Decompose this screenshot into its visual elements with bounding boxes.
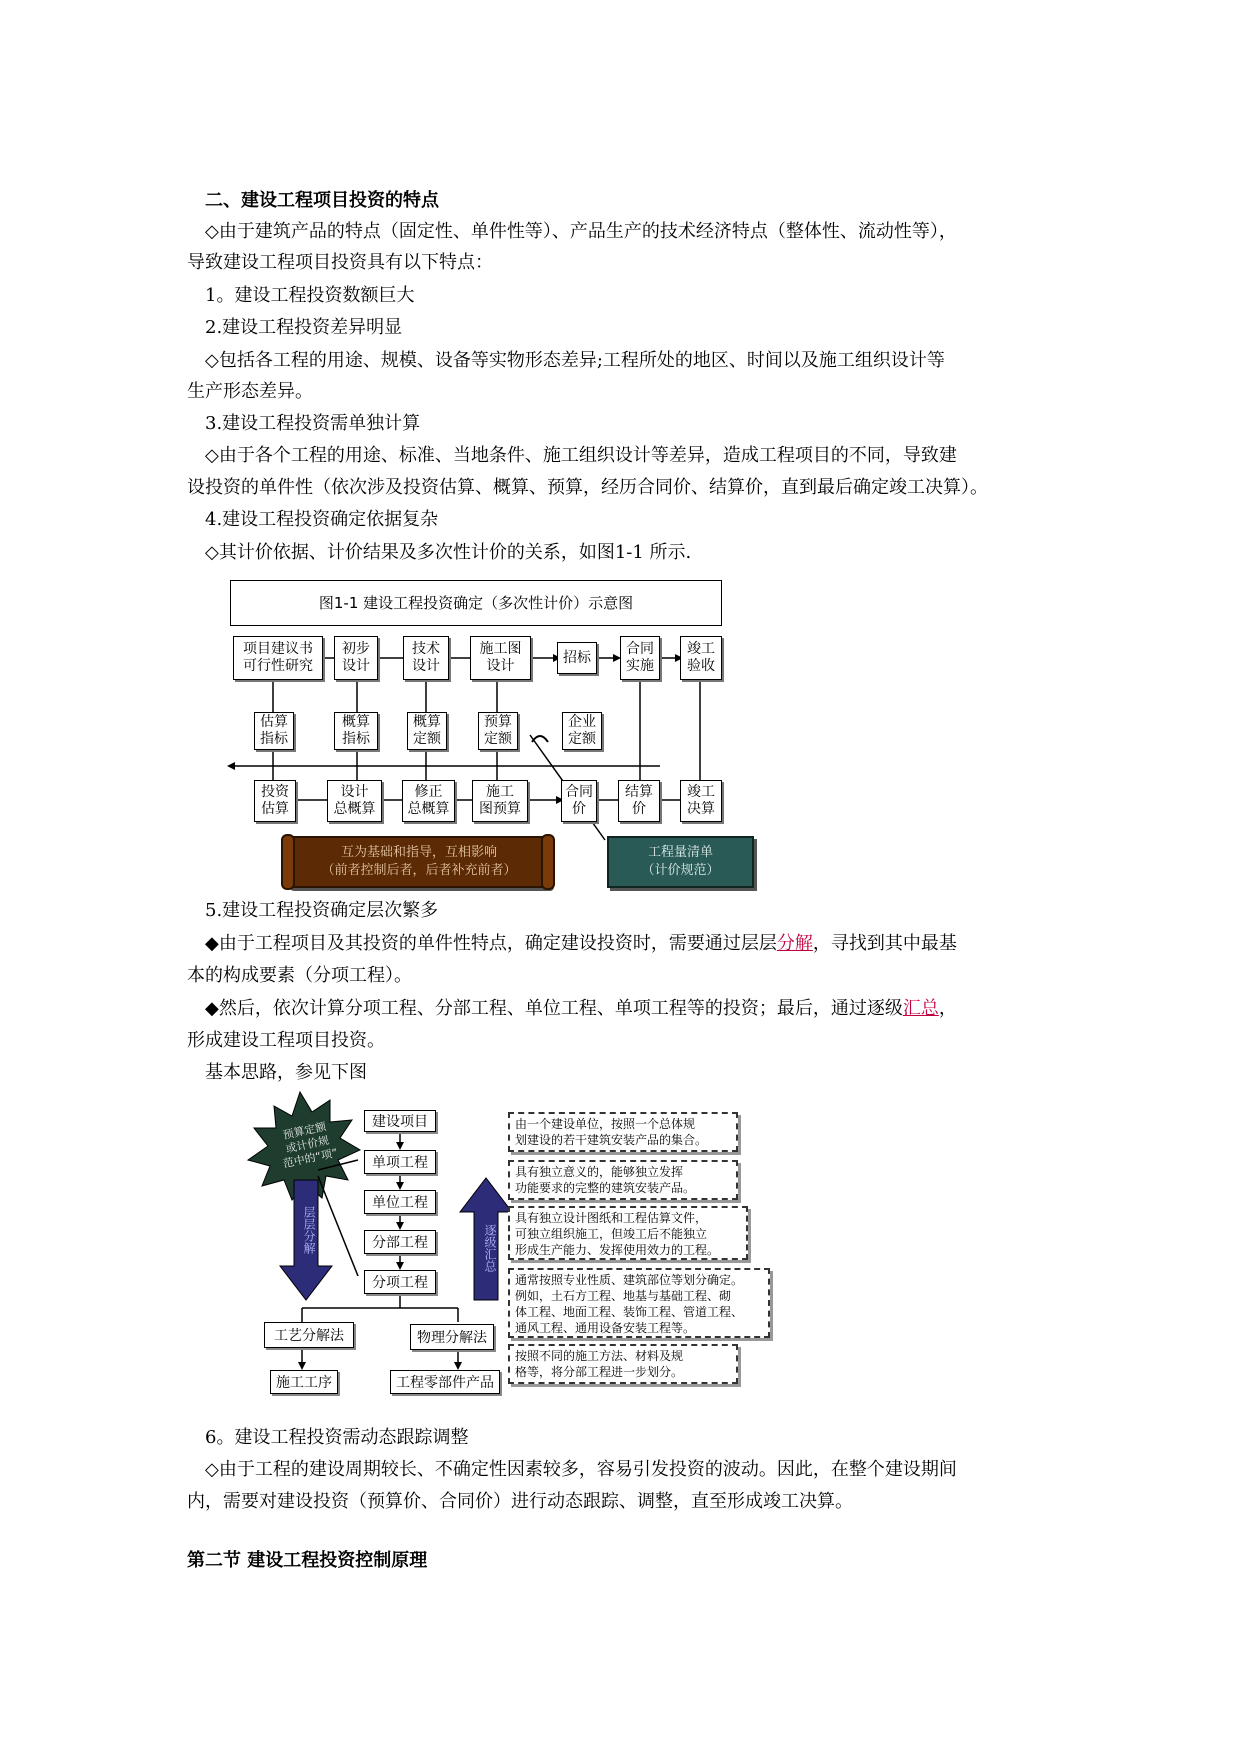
list-item: 1。建设工程投资数额巨大 (205, 285, 415, 306)
basis-box: 估算 指标 (254, 712, 294, 750)
paragraph-line: 生产形态差异。 (187, 381, 313, 402)
paragraph-line: 形成建设工程项目投资。 (187, 1030, 385, 1051)
price-box: 合同 价 (561, 780, 597, 822)
note-item: 按照不同的施工方法、材料及规 格等，将分部工程进一步划分。 (508, 1344, 738, 1384)
physical-method-box: 物理分解法 (410, 1324, 494, 1350)
basis-box: 企业 定额 (562, 712, 602, 750)
component-box: 工程零部件产品 (390, 1370, 500, 1394)
note-division: 通常按照专业性质、建筑部位等划分确定。 例如，土石方工程、地基与基础工程、砌 体工程、地面工程、装饰工程、管道工程、 通风工程、通用设备安装工程等。 (508, 1268, 770, 1338)
text-run: ， (938, 998, 957, 1019)
stage-box: 竣工 验收 (680, 636, 722, 680)
list-item: 6。建设工程投资需动态跟踪调整 (205, 1427, 469, 1448)
basis-box: 概算 定额 (407, 712, 447, 750)
stage-box: 合同 实施 (620, 636, 660, 680)
figure-title: 图1-1 建设工程投资确定（多次性计价）示意图 (230, 580, 722, 626)
paragraph-line: ◇其计价依据、计价结果及多次性计价的关系，如图1-1 所示. (205, 542, 692, 563)
basis-box: 概算 指标 (334, 712, 378, 750)
down-arrow-label: 层层分解 (302, 1206, 316, 1254)
price-box: 施工 图预算 (472, 780, 528, 822)
paragraph-line: 设投资的单件性（依次涉及投资估算、概算、预算，经历合同价、结算价，直到最后确定竣工决算）。 (187, 477, 988, 498)
section-heading: 二、建设工程项目投资的特点 (205, 190, 439, 211)
list-item: 3.建设工程投资需单独计算 (205, 413, 421, 434)
stage-box: 技术 设计 (403, 636, 449, 680)
note-single: 具有独立意义的，能够独立发挥 功能要求的完整的建筑安装产品。 (508, 1160, 738, 1200)
chain-box-project: 建设项目 (364, 1110, 436, 1132)
text-run: ，寻找到其中最基 (812, 933, 957, 954)
link-decompose[interactable]: 分解 (776, 933, 813, 954)
paragraph-line: ◇包括各工程的用途、规模、设备等实物形态差异;工程所处的地区、时间以及施工组织设计等 (205, 350, 945, 371)
process-box: 施工工序 (270, 1370, 338, 1394)
price-box: 设计 总概算 (327, 780, 382, 822)
stage-box: 项目建议书 可行性研究 (233, 636, 323, 680)
paragraph-line: ◇由于各个工程的用途、标准、当地条件、施工组织设计等差异，造成工程项目的不同，导致建 (205, 445, 957, 466)
up-arrow-label: 逐级汇总 (483, 1224, 497, 1272)
stage-box: 施工图 设计 (470, 636, 531, 680)
paragraph-line: 本的构成要素（分项工程）。 (187, 965, 412, 986)
list-item: 4.建设工程投资确定依据复杂 (205, 509, 439, 530)
price-box: 修正 总概算 (402, 780, 455, 822)
bill-of-quantities-box: 工程量清单 （计价规范） (607, 836, 754, 888)
price-box: 结算 价 (618, 780, 660, 822)
note-project: 由一个建设单位，按照一个总体规 划建设的若干建筑安装产品的集合。 (508, 1112, 738, 1152)
relation-scroll: 互为基础和指导，互相影响 （前者控制后者，后者补充前者） (287, 836, 551, 888)
chain-box-division: 分部工程 (364, 1230, 436, 1254)
note-unit: 具有独立设计图纸和工程估算文件， 可独立组织施工，但竣工后不能独立 形成生产能力、发挥使用效力的工程。 (508, 1206, 748, 1260)
process-method-box: 工艺分解法 (264, 1322, 354, 1348)
text-run: ◆然后，依次计算分项工程、分部工程、单位工程、单项工程等的投资；最后，通过逐级 (205, 998, 903, 1019)
stage-box: 招标 (557, 642, 597, 674)
chain-box-unit: 单位工程 (364, 1190, 436, 1214)
paragraph-line: ◇由于建筑产品的特点（固定性、单件性等）、产品生产的技术经济特点（整体性、流动性等）， (205, 221, 957, 242)
list-item: 2.建设工程投资差异明显 (205, 317, 403, 338)
text-run: ◆由于工程项目及其投资的单件性特点，确定建设投资时，需要通过层层 (205, 933, 777, 954)
paragraph-line: ◇由于工程的建设周期较长、不确定性因素较多，容易引发投资的波动。因此，在整个建设期间 (205, 1459, 957, 1480)
price-box: 投资 估算 (254, 780, 296, 822)
section-title: 第二节 建设工程投资控制原理 (187, 1550, 428, 1571)
link-summarize[interactable]: 汇总 (902, 998, 939, 1019)
stage-box: 初步 设计 (334, 636, 378, 680)
paragraph-line: 内，需要对建设投资（预算价、合同价）进行动态跟踪、调整，直至形成竣工决算。 (187, 1491, 853, 1512)
chain-box-single: 单项工程 (364, 1150, 436, 1174)
chain-box-item: 分项工程 (364, 1270, 436, 1294)
paragraph-line: 导致建设工程项目投资具有以下特点： (187, 252, 493, 273)
basis-box: 预算 定额 (478, 712, 518, 750)
paragraph-line: 基本思路，参见下图 (205, 1062, 367, 1083)
list-item: 5.建设工程投资确定层次繁多 (205, 900, 439, 921)
price-box: 竣工 决算 (680, 780, 722, 822)
star-label: 预算定额 或计价规 范中的“项” (281, 1120, 339, 1171)
